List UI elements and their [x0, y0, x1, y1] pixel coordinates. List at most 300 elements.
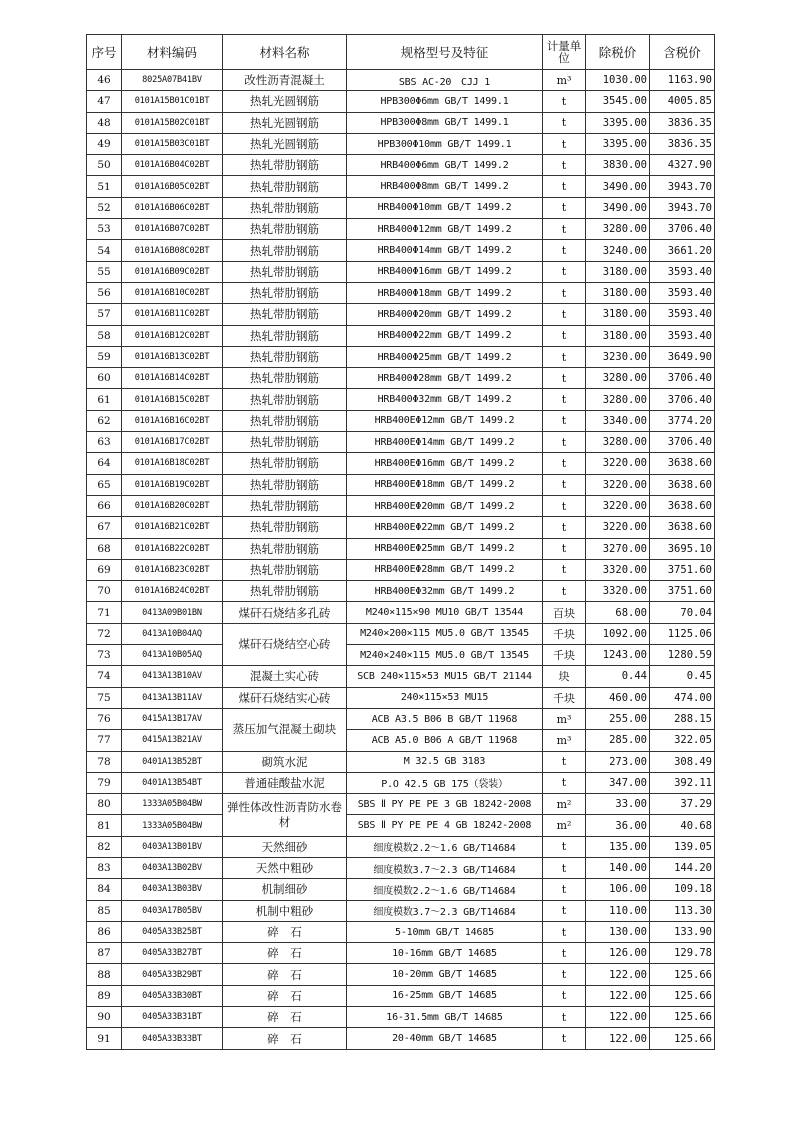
cell-name: 热轧带肋钢筋: [223, 517, 347, 538]
cell-code: 0101A16B23C02BT: [122, 559, 223, 580]
cell-code: 1333A05B04BW: [122, 794, 223, 815]
cell-name: 普通硅酸盐水泥: [223, 772, 347, 793]
cell-code: 0413A10B05AQ: [122, 645, 223, 666]
cell-unit: t: [543, 495, 586, 516]
cell-price-inc-tax: 3836.35: [650, 133, 715, 154]
cell-code: 0101A15B02C01BT: [122, 112, 223, 133]
cell-index: 89: [87, 985, 122, 1006]
table-row: [87, 1007, 715, 1028]
cell-name: 机制中粗砂: [223, 900, 347, 921]
table-row: [87, 538, 715, 559]
table-row: [87, 900, 715, 921]
cell-code: 0101A16B22C02BT: [122, 538, 223, 559]
cell-unit: t: [543, 453, 586, 474]
cell-name: 热轧带肋钢筋: [223, 559, 347, 580]
cell-index: 80: [87, 794, 122, 815]
cell-code: 0101A16B05C02BT: [122, 176, 223, 197]
cell-spec: HPB300Φ10mm GB/T 1499.1: [347, 133, 543, 154]
cell-index: 49: [87, 133, 122, 154]
cell-spec: SBS AC-20 CJJ 1: [347, 70, 543, 91]
cell-unit: t: [543, 772, 586, 793]
cell-name: 热轧带肋钢筋: [223, 410, 347, 431]
cell-index: 84: [87, 879, 122, 900]
cell-code: 0405A33B27BT: [122, 943, 223, 964]
cell-index: 85: [87, 900, 122, 921]
cell-index: 77: [87, 730, 122, 751]
cell-price-inc-tax: 70.04: [650, 602, 715, 623]
cell-unit: t: [543, 389, 586, 410]
cell-index: 56: [87, 282, 122, 303]
cell-price-inc-tax: 125.66: [650, 1028, 715, 1049]
cell-name: 砌筑水泥: [223, 751, 347, 772]
cell-unit: t: [543, 155, 586, 176]
cell-code: 0101A15B01C01BT: [122, 91, 223, 112]
cell-code: 0403A17B05BV: [122, 900, 223, 921]
cell-index: 66: [87, 495, 122, 516]
cell-spec: SBS Ⅱ PY PE PE 4 GB 18242-2008: [347, 815, 543, 836]
cell-name: 混凝土实心砖: [223, 666, 347, 687]
cell-price-ex-tax: 3545.00: [586, 91, 650, 112]
cell-code: 0101A16B04C02BT: [122, 155, 223, 176]
table-row: [87, 559, 715, 580]
cell-price-inc-tax: 3638.60: [650, 453, 715, 474]
cell-price-ex-tax: 3180.00: [586, 304, 650, 325]
cell-spec: M240×200×115 MU5.0 GB/T 13545: [347, 623, 543, 644]
cell-name: 煤矸石烧结多孔砖: [223, 602, 347, 623]
cell-spec: 16-25mm GB/T 14685: [347, 985, 543, 1006]
cell-code: 0405A33B33BT: [122, 1028, 223, 1049]
cell-price-inc-tax: 3706.40: [650, 219, 715, 240]
cell-index: 46: [87, 70, 122, 91]
cell-name: 热轧光圆钢筋: [223, 133, 347, 154]
cell-price-inc-tax: 474.00: [650, 687, 715, 708]
cell-name: 热轧带肋钢筋: [223, 346, 347, 367]
table-row: [87, 921, 715, 942]
cell-spec: 16-31.5mm GB/T 14685: [347, 1007, 543, 1028]
header-code: 材料编码: [122, 35, 223, 70]
cell-price-inc-tax: 4005.85: [650, 91, 715, 112]
cell-spec: 10-20mm GB/T 14685: [347, 964, 543, 985]
cell-spec: HPB300Φ8mm GB/T 1499.1: [347, 112, 543, 133]
cell-price-ex-tax: 3220.00: [586, 474, 650, 495]
cell-code: 0101A16B11C02BT: [122, 304, 223, 325]
cell-unit: t: [543, 1028, 586, 1049]
table-row: [87, 261, 715, 282]
cell-price-ex-tax: 68.00: [586, 602, 650, 623]
cell-index: 58: [87, 325, 122, 346]
cell-spec: HRB400Φ25mm GB/T 1499.2: [347, 346, 543, 367]
cell-price-inc-tax: 129.78: [650, 943, 715, 964]
cell-spec: HRB400Φ20mm GB/T 1499.2: [347, 304, 543, 325]
table-row: [87, 645, 715, 666]
cell-price-inc-tax: 125.66: [650, 985, 715, 1006]
cell-price-ex-tax: 3270.00: [586, 538, 650, 559]
table-row: [87, 410, 715, 431]
cell-unit: t: [543, 346, 586, 367]
cell-price-ex-tax: 3280.00: [586, 432, 650, 453]
cell-price-inc-tax: 1125.06: [650, 623, 715, 644]
cell-index: 50: [87, 155, 122, 176]
table-row: [87, 751, 715, 772]
cell-spec: ACB A5.0 B06 A GB/T 11968: [347, 730, 543, 751]
cell-unit: t: [543, 282, 586, 303]
cell-spec: HRB400Φ10mm GB/T 1499.2: [347, 197, 543, 218]
cell-name: 热轧带肋钢筋: [223, 219, 347, 240]
cell-spec: 细度模数3.7～2.3 GB/T14684: [347, 900, 543, 921]
cell-name: 热轧光圆钢筋: [223, 112, 347, 133]
cell-name: 热轧带肋钢筋: [223, 261, 347, 282]
table-row: [87, 240, 715, 261]
cell-price-ex-tax: 285.00: [586, 730, 650, 751]
cell-price-ex-tax: 1092.00: [586, 623, 650, 644]
cell-spec: HRB400Φ18mm GB/T 1499.2: [347, 282, 543, 303]
cell-unit: t: [543, 176, 586, 197]
cell-price-inc-tax: 3706.40: [650, 368, 715, 389]
cell-code: 0405A33B30BT: [122, 985, 223, 1006]
table-row: [87, 133, 715, 154]
cell-spec: P.O 42.5 GB 175（袋装）: [347, 772, 543, 793]
cell-price-ex-tax: 140.00: [586, 857, 650, 878]
cell-code: 0413A09B01BN: [122, 602, 223, 623]
cell-unit: 千块: [543, 687, 586, 708]
cell-price-inc-tax: 3593.40: [650, 261, 715, 282]
cell-code: 0413A13B10AV: [122, 666, 223, 687]
table-row: [87, 304, 715, 325]
cell-name: 热轧带肋钢筋: [223, 389, 347, 410]
table-row: [87, 432, 715, 453]
cell-spec: HRB400Φ32mm GB/T 1499.2: [347, 389, 543, 410]
cell-unit: t: [543, 943, 586, 964]
cell-spec: HRB400EΦ28mm GB/T 1499.2: [347, 559, 543, 580]
cell-index: 61: [87, 389, 122, 410]
cell-name: 热轧带肋钢筋: [223, 453, 347, 474]
cell-price-inc-tax: 144.20: [650, 857, 715, 878]
cell-index: 62: [87, 410, 122, 431]
cell-price-ex-tax: 106.00: [586, 879, 650, 900]
cell-code: 0101A16B15C02BT: [122, 389, 223, 410]
cell-index: 87: [87, 943, 122, 964]
table-row: [87, 581, 715, 602]
table-row: [87, 666, 715, 687]
header-row: [87, 35, 715, 70]
table-row: [87, 857, 715, 878]
cell-code: 0413A10B04AQ: [122, 623, 223, 644]
cell-name: 热轧带肋钢筋: [223, 240, 347, 261]
cell-price-ex-tax: 3220.00: [586, 495, 650, 516]
cell-name: 热轧带肋钢筋: [223, 538, 347, 559]
cell-price-inc-tax: 133.90: [650, 921, 715, 942]
cell-price-ex-tax: 255.00: [586, 708, 650, 729]
cell-name: 天然中粗砂: [223, 857, 347, 878]
cell-price-inc-tax: 3706.40: [650, 389, 715, 410]
cell-unit: m³: [543, 708, 586, 729]
cell-price-ex-tax: 135.00: [586, 836, 650, 857]
cell-index: 81: [87, 815, 122, 836]
cell-code: 0101A16B21C02BT: [122, 517, 223, 538]
table-row: [87, 687, 715, 708]
cell-name: 碎 石: [223, 964, 347, 985]
cell-unit: t: [543, 581, 586, 602]
cell-price-ex-tax: 3490.00: [586, 176, 650, 197]
cell-unit: t: [543, 474, 586, 495]
cell-price-inc-tax: 3649.90: [650, 346, 715, 367]
cell-price-inc-tax: 3638.60: [650, 495, 715, 516]
cell-index: 83: [87, 857, 122, 878]
cell-code: 0101A15B03C01BT: [122, 133, 223, 154]
cell-code: 0403A13B03BV: [122, 879, 223, 900]
cell-price-ex-tax: 3320.00: [586, 581, 650, 602]
cell-unit: 块: [543, 666, 586, 687]
cell-index: 67: [87, 517, 122, 538]
cell-code: 0101A16B16C02BT: [122, 410, 223, 431]
cell-spec: HRB400EΦ25mm GB/T 1499.2: [347, 538, 543, 559]
cell-index: 88: [87, 964, 122, 985]
cell-name: 弹性体改性沥青防水卷材: [223, 794, 347, 837]
cell-price-inc-tax: 288.15: [650, 708, 715, 729]
cell-unit: t: [543, 91, 586, 112]
table-row: [87, 70, 715, 91]
cell-unit: m³: [543, 730, 586, 751]
cell-code: 0101A16B18C02BT: [122, 453, 223, 474]
cell-price-ex-tax: 33.00: [586, 794, 650, 815]
cell-index: 76: [87, 708, 122, 729]
cell-spec: ACB A3.5 B06 B GB/T 11968: [347, 708, 543, 729]
cell-unit: t: [543, 985, 586, 1006]
cell-price-inc-tax: 37.29: [650, 794, 715, 815]
cell-price-inc-tax: 109.18: [650, 879, 715, 900]
cell-index: 59: [87, 346, 122, 367]
cell-price-inc-tax: 3593.40: [650, 304, 715, 325]
cell-price-inc-tax: 125.66: [650, 1007, 715, 1028]
cell-unit: m³: [543, 70, 586, 91]
cell-price-inc-tax: 392.11: [650, 772, 715, 793]
cell-spec: HRB400Φ14mm GB/T 1499.2: [347, 240, 543, 261]
cell-price-inc-tax: 1163.90: [650, 70, 715, 91]
cell-code: 8025A07B41BV: [122, 70, 223, 91]
table-row: [87, 155, 715, 176]
cell-spec: HRB400Φ6mm GB/T 1499.2: [347, 155, 543, 176]
cell-unit: t: [543, 219, 586, 240]
header-index: 序号: [87, 35, 122, 70]
cell-spec: HRB400Φ22mm GB/T 1499.2: [347, 325, 543, 346]
table-row: [87, 197, 715, 218]
cell-price-ex-tax: 122.00: [586, 1007, 650, 1028]
cell-name: 煤矸石烧结实心砖: [223, 687, 347, 708]
cell-code: 0405A33B29BT: [122, 964, 223, 985]
cell-price-inc-tax: 3638.60: [650, 474, 715, 495]
cell-price-ex-tax: 3340.00: [586, 410, 650, 431]
cell-index: 64: [87, 453, 122, 474]
cell-price-ex-tax: 3490.00: [586, 197, 650, 218]
table-row: [87, 772, 715, 793]
cell-index: 72: [87, 623, 122, 644]
cell-unit: t: [543, 751, 586, 772]
cell-spec: 细度模数2.2～1.6 GB/T14684: [347, 836, 543, 857]
cell-unit: 百块: [543, 602, 586, 623]
cell-price-ex-tax: 3280.00: [586, 219, 650, 240]
cell-index: 57: [87, 304, 122, 325]
cell-index: 70: [87, 581, 122, 602]
cell-unit: t: [543, 410, 586, 431]
cell-code: 0405A33B25BT: [122, 921, 223, 942]
cell-code: 0403A13B01BV: [122, 836, 223, 857]
cell-price-inc-tax: 308.49: [650, 751, 715, 772]
cell-name: 热轧带肋钢筋: [223, 176, 347, 197]
cell-unit: t: [543, 197, 586, 218]
cell-code: 0101A16B13C02BT: [122, 346, 223, 367]
cell-unit: t: [543, 857, 586, 878]
cell-price-ex-tax: 122.00: [586, 1028, 650, 1049]
table-row: [87, 517, 715, 538]
table-row: [87, 985, 715, 1006]
table-row: [87, 495, 715, 516]
cell-spec: M 32.5 GB 3183: [347, 751, 543, 772]
cell-name: 碎 石: [223, 1028, 347, 1049]
cell-price-ex-tax: 3230.00: [586, 346, 650, 367]
cell-unit: t: [543, 900, 586, 921]
cell-code: 0101A16B19C02BT: [122, 474, 223, 495]
cell-spec: 细度模数2.2～1.6 GB/T14684: [347, 879, 543, 900]
cell-price-ex-tax: 3830.00: [586, 155, 650, 176]
cell-spec: 20-40mm GB/T 14685: [347, 1028, 543, 1049]
cell-price-inc-tax: 1280.59: [650, 645, 715, 666]
cell-code: 0401A13B52BT: [122, 751, 223, 772]
cell-name: 热轧带肋钢筋: [223, 197, 347, 218]
cell-index: 65: [87, 474, 122, 495]
cell-spec: 5-10mm GB/T 14685: [347, 921, 543, 942]
cell-price-ex-tax: 3180.00: [586, 282, 650, 303]
header-name: 材料名称: [223, 35, 347, 70]
cell-price-ex-tax: 3180.00: [586, 261, 650, 282]
cell-price-ex-tax: 3280.00: [586, 368, 650, 389]
cell-index: 71: [87, 602, 122, 623]
cell-unit: m²: [543, 794, 586, 815]
cell-code: 0101A16B20C02BT: [122, 495, 223, 516]
cell-price-inc-tax: 113.30: [650, 900, 715, 921]
cell-price-inc-tax: 3943.70: [650, 176, 715, 197]
cell-unit: t: [543, 1007, 586, 1028]
cell-spec: HRB400EΦ32mm GB/T 1499.2: [347, 581, 543, 602]
cell-name: 热轧光圆钢筋: [223, 91, 347, 112]
table-row: [87, 964, 715, 985]
cell-code: 0405A33B31BT: [122, 1007, 223, 1028]
cell-code: 0413A13B11AV: [122, 687, 223, 708]
cell-price-inc-tax: 322.05: [650, 730, 715, 751]
cell-price-ex-tax: 3320.00: [586, 559, 650, 580]
table-row: [87, 453, 715, 474]
cell-price-inc-tax: 3751.60: [650, 559, 715, 580]
cell-price-inc-tax: 3661.20: [650, 240, 715, 261]
table-row: [87, 794, 715, 815]
table-row: [87, 282, 715, 303]
cell-price-inc-tax: 3706.40: [650, 432, 715, 453]
table-row: [87, 346, 715, 367]
cell-spec: HRB400Φ12mm GB/T 1499.2: [347, 219, 543, 240]
cell-price-inc-tax: 3593.40: [650, 282, 715, 303]
cell-unit: t: [543, 964, 586, 985]
cell-index: 91: [87, 1028, 122, 1049]
cell-name: 改性沥青混凝土: [223, 70, 347, 91]
cell-unit: t: [543, 304, 586, 325]
cell-code: 0101A16B06C02BT: [122, 197, 223, 218]
cell-price-inc-tax: 3751.60: [650, 581, 715, 602]
cell-name: 碎 石: [223, 1007, 347, 1028]
cell-code: 0101A16B09C02BT: [122, 261, 223, 282]
cell-name: 天然细砂: [223, 836, 347, 857]
table-row: [87, 176, 715, 197]
table-row: [87, 730, 715, 751]
cell-price-inc-tax: 3593.40: [650, 325, 715, 346]
cell-spec: HRB400Φ28mm GB/T 1499.2: [347, 368, 543, 389]
cell-index: 51: [87, 176, 122, 197]
cell-name: 碎 石: [223, 921, 347, 942]
cell-index: 52: [87, 197, 122, 218]
cell-index: 48: [87, 112, 122, 133]
cell-unit: t: [543, 836, 586, 857]
cell-index: 60: [87, 368, 122, 389]
cell-unit: t: [543, 559, 586, 580]
cell-spec: HRB400EΦ22mm GB/T 1499.2: [347, 517, 543, 538]
cell-code: 0415A13B21AV: [122, 730, 223, 751]
cell-name: 热轧带肋钢筋: [223, 325, 347, 346]
cell-price-inc-tax: 3836.35: [650, 112, 715, 133]
header-unit: 计量单位: [543, 35, 586, 70]
cell-name: 热轧带肋钢筋: [223, 495, 347, 516]
cell-price-ex-tax: 3280.00: [586, 389, 650, 410]
table-body: [87, 70, 715, 1050]
table-row: [87, 112, 715, 133]
cell-index: 55: [87, 261, 122, 282]
cell-unit: t: [543, 112, 586, 133]
cell-name: 热轧带肋钢筋: [223, 304, 347, 325]
cell-code: 0101A16B17C02BT: [122, 432, 223, 453]
cell-unit: 千块: [543, 645, 586, 666]
cell-price-ex-tax: 1030.00: [586, 70, 650, 91]
cell-price-ex-tax: 273.00: [586, 751, 650, 772]
cell-code: 0101A16B24C02BT: [122, 581, 223, 602]
cell-spec: SCB 240×115×53 MU15 GB/T 21144: [347, 666, 543, 687]
cell-spec: HPB300Φ6mm GB/T 1499.1: [347, 91, 543, 112]
table-row: [87, 708, 715, 729]
cell-name: 蒸压加气混凝土砌块: [223, 708, 347, 751]
table-row: [87, 602, 715, 623]
cell-code: 0101A16B12C02BT: [122, 325, 223, 346]
cell-price-ex-tax: 126.00: [586, 943, 650, 964]
cell-unit: t: [543, 879, 586, 900]
cell-spec: HRB400Φ8mm GB/T 1499.2: [347, 176, 543, 197]
material-price-table: [86, 34, 715, 1050]
cell-price-ex-tax: 0.44: [586, 666, 650, 687]
cell-spec: 10-16mm GB/T 14685: [347, 943, 543, 964]
cell-name: 热轧带肋钢筋: [223, 282, 347, 303]
cell-name: 热轧带肋钢筋: [223, 474, 347, 495]
header-spec: 规格型号及特征: [347, 35, 543, 70]
table-row: [87, 219, 715, 240]
cell-price-inc-tax: 3638.60: [650, 517, 715, 538]
cell-unit: t: [543, 240, 586, 261]
table-row: [87, 943, 715, 964]
cell-price-ex-tax: 460.00: [586, 687, 650, 708]
cell-name: 热轧带肋钢筋: [223, 155, 347, 176]
cell-price-inc-tax: 3695.10: [650, 538, 715, 559]
cell-name: 热轧带肋钢筋: [223, 432, 347, 453]
cell-spec: HRB400Φ16mm GB/T 1499.2: [347, 261, 543, 282]
cell-price-ex-tax: 1243.00: [586, 645, 650, 666]
cell-name: 煤矸石烧结空心砖: [223, 623, 347, 666]
cell-price-ex-tax: 3220.00: [586, 517, 650, 538]
cell-index: 73: [87, 645, 122, 666]
table-row: [87, 879, 715, 900]
